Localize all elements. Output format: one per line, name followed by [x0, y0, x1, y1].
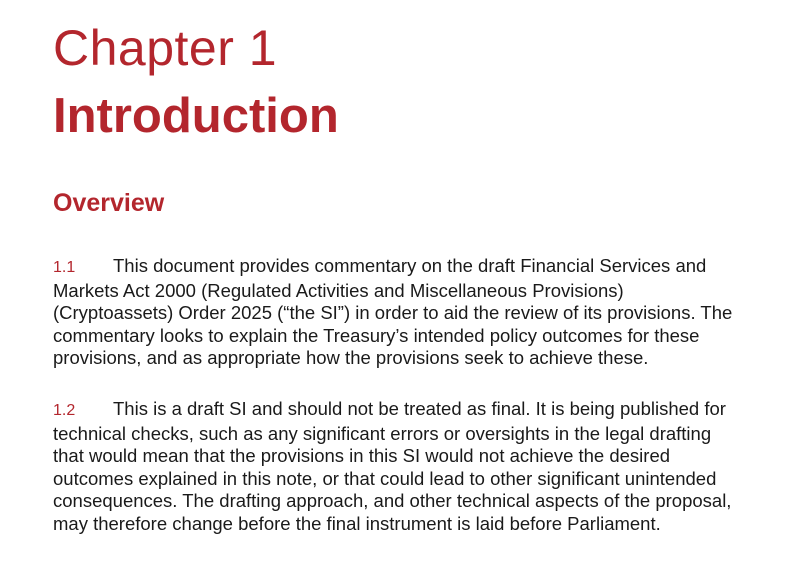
chapter-title: Introduction [53, 89, 339, 143]
section-heading-overview: Overview [53, 189, 165, 217]
paragraph-number: 1.1 [53, 259, 76, 276]
paragraph-number: 1.2 [53, 402, 76, 419]
paragraph-1-1 [53, 255, 743, 370]
chapter-label: Chapter 1 [53, 20, 278, 76]
paragraph-text: This document provides commentary on the draft Financial Services and Markets Act 2000 (Regulated Activities and Miscellaneous Provisions) (Cryptoassets) Order 2025 (“the SI”) in order to aid the review of its provisions. The commentary looks to explain the Treasury’s intended policy outcomes for these provisions, and as appropriate how the provisions seek to achieve these. [53, 255, 733, 368]
paragraph-1-2 [53, 398, 743, 535]
paragraph-text: This is a draft SI and should not be treated as final. It is being published for technical checks, such as any significant errors or oversights in the legal drafting that would mean that the provisions in this SI would not achieve the desired outcomes explained in this note, or that could lead to other significant unintended consequences. The drafting approach, and other technical aspects of the proposal, may therefore change before the final instrument is laid before Parliament. [53, 398, 732, 534]
